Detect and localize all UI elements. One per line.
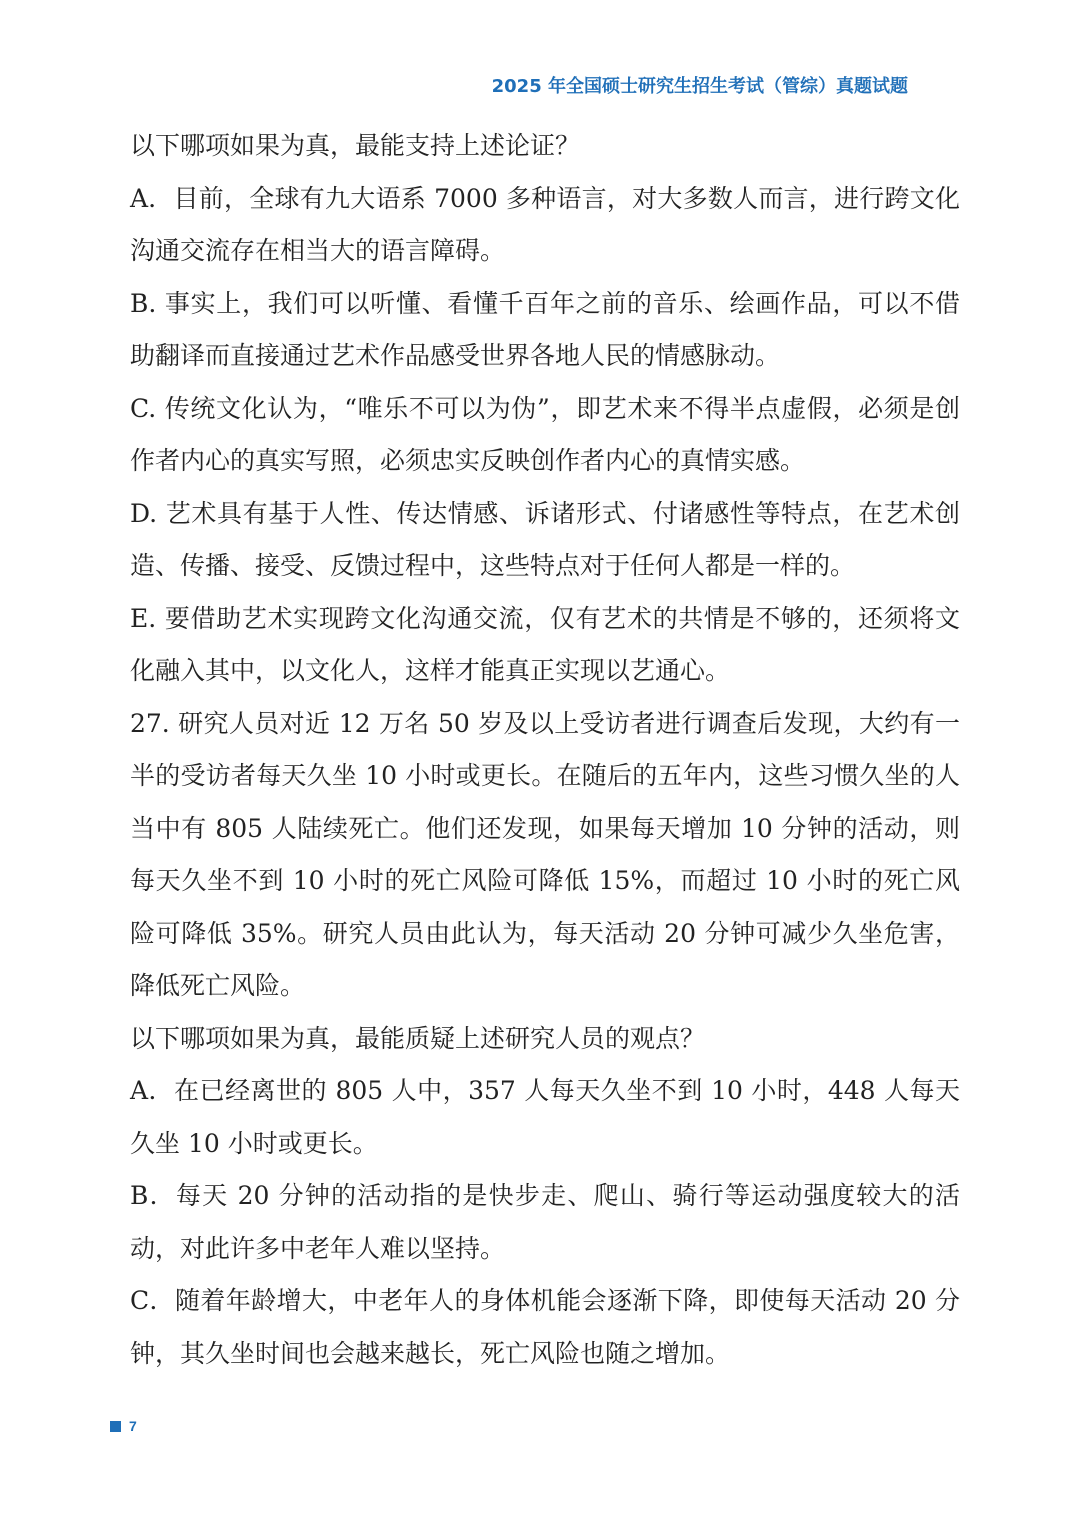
option-26-a: A．目前，全球有九大语系 7000 多种语言，对大多数人而言，进行跨文化沟通交流存在相当大的语言障碍。 (130, 183, 960, 265)
option-26-b: B. 事实上，我们可以听懂、看懂千百年之前的音乐、绘画作品，可以不借助翻译而直接通过艺术作品感受世界各地人民的情感脉动。 (130, 288, 960, 370)
question-27-stem: 27. 研究人员对近 12 万名 50 岁及以上受访者进行调查后发现，大约有一半的受访者每天久坐 10 小时或更长。在随后的五年内，这些习惯久坐的人当中有 805 人陆续死亡。他们还发现，如果每天增加 10 分钟的活动，则每天久坐不到 10 小时的死亡风险可降低 15%，而超过 10 小时的死亡风险可降低 35%。研究人员由此认为，每天活动 20 分钟可减少久坐危害，降低死亡风险。 (130, 708, 960, 1000)
page-marker-square-icon (110, 1421, 121, 1432)
question-prompt-26: 以下哪项如果为真，最能支持上述论证？ (130, 131, 581, 160)
page-footer (110, 1418, 137, 1434)
option-26-d: D. 艺术具有基于人性、传达情感、诉诸形式、付诸感性等特点，在艺术创造、传播、接受、反馈过程中，这些特点对于任何人都是一样的。 (130, 498, 960, 580)
option-26-e: E. 要借助艺术实现跨文化沟通交流，仅有艺术的共情是不够的，还须将文化融入其中，以文化人，这样才能真正实现以艺通心。 (130, 603, 960, 685)
question-prompt-27: 以下哪项如果为真，最能质疑上述研究人员的观点？ (130, 1023, 706, 1053)
page-number: 7 (129, 1418, 137, 1434)
option-27-a: A．在已经离世的 805 人中，357 人每天久坐不到 10 小时，448 人每天久坐 10 小时或更长。 (130, 1076, 960, 1158)
page-header-title: 2025 年全国硕士研究生招生考试（管综）真题试题 (491, 76, 908, 97)
option-27-b: B．每天 20 分钟的活动指的是快步走、爬山、骑行等运动强度较大的活动，对此许多中老年人难以坚持。 (130, 1181, 960, 1263)
option-26-c: C. 传统文化认为，“唯乐不可以为伪”，即艺术来不得半点虚假，必须是创作者内心的真实写照，必须忠实反映创作者内心的真情实感。 (130, 393, 960, 475)
document-body (130, 120, 960, 1380)
option-27-c: C．随着年龄增大，中老年人的身体机能会逐渐下降，即使每天活动 20 分钟，其久坐时间也会越来越长，死亡风险也随之增加。 (130, 1286, 960, 1368)
